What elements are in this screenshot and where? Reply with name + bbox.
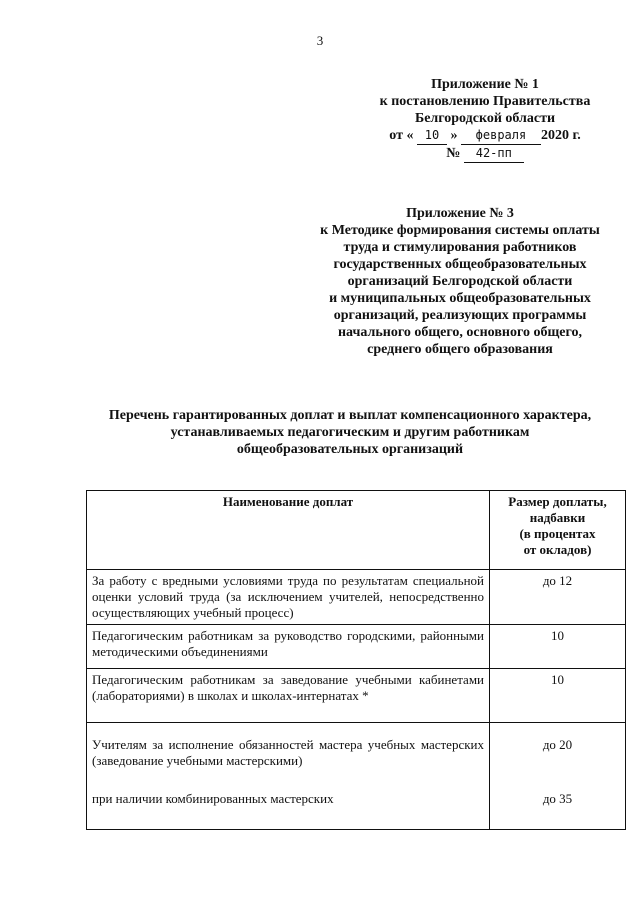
appendix3-line: труда и стимулирования работников (343, 240, 577, 255)
date-prefix: от « (389, 128, 414, 143)
page-number: 3 (316, 33, 324, 48)
appendix1-line: Приложение № 1 (431, 77, 539, 92)
appendix3-line: начального общего, основного общего, (337, 325, 582, 340)
header-size-line: Размер доплаты, (508, 494, 607, 509)
header-name: Наименование доплат (87, 491, 490, 570)
appendix3-line: организаций, реализующих программы (333, 308, 587, 323)
appendix3-line: к Методике формирования системы оплаты (320, 223, 600, 238)
appendix1-block (360, 76, 610, 163)
appendix3-line: государственных общеобразовательных (333, 257, 587, 272)
appendix3-line: организаций Белгородской области (347, 274, 573, 289)
table-header-row (87, 491, 626, 570)
appendix1-number (360, 145, 610, 163)
header-size-line: (в процентах (519, 526, 596, 541)
date-day: 10 (417, 127, 447, 145)
row-name: Педагогическим работникам за руководство городскими, районными методическими объединениями (87, 625, 490, 669)
row-subvalue: до 35 (542, 791, 573, 806)
row-name: За работу с вредными условиями труда по результатам специальной оценки условий труда (за исключением учителей, непосредственно осуществляющих учебный процесс) (87, 570, 490, 625)
row-subname: при наличии комбинированных мастерских (92, 791, 334, 806)
number-value: 42-пп (464, 145, 524, 163)
appendix3-line: Приложение № 3 (406, 206, 514, 221)
date-month: февраля (461, 127, 541, 145)
row-value: до 12 (490, 570, 626, 625)
table-row (87, 625, 626, 669)
title-line: общеобразовательных организаций (236, 442, 464, 457)
header-size-line: надбавки (529, 510, 586, 525)
document-title (80, 407, 620, 458)
number-prefix: № (446, 146, 461, 161)
row-value: до 20 (542, 737, 573, 752)
table-row (87, 669, 626, 723)
row-name-cell (87, 723, 490, 830)
header-size (490, 491, 626, 570)
appendix3-line: среднего общего образования (367, 342, 553, 357)
row-value-cell (490, 723, 626, 830)
appendix1-line: к постановлению Правительства (379, 94, 591, 109)
table-row (87, 570, 626, 625)
payments-table (86, 490, 626, 830)
header-size-line: от окладов) (523, 542, 592, 557)
table-row (87, 723, 626, 830)
appendix3-line: и муниципальных общеобразовательных (329, 291, 591, 306)
appendix1-line: Белгородской области (414, 111, 556, 126)
date-year: 2020 г. (540, 128, 581, 143)
title-line: Перечень гарантированных доплат и выплат компенсационного характера, (108, 408, 592, 423)
appendix1-date (360, 127, 610, 145)
row-value: 10 (490, 669, 626, 723)
date-mid: » (450, 128, 458, 143)
row-name: Учителям за исполнение обязанностей мастера учебных мастерских (заведование учебными мастерскими) (92, 737, 484, 768)
title-line: устанавливаемых педагогическим и другим работникам (170, 425, 530, 440)
row-name: Педагогическим работникам за заведование учебными кабинетами (лабораториями) в школах и школах-интернатах * (87, 669, 490, 723)
row-value: 10 (490, 625, 626, 669)
appendix3-block (300, 205, 620, 358)
